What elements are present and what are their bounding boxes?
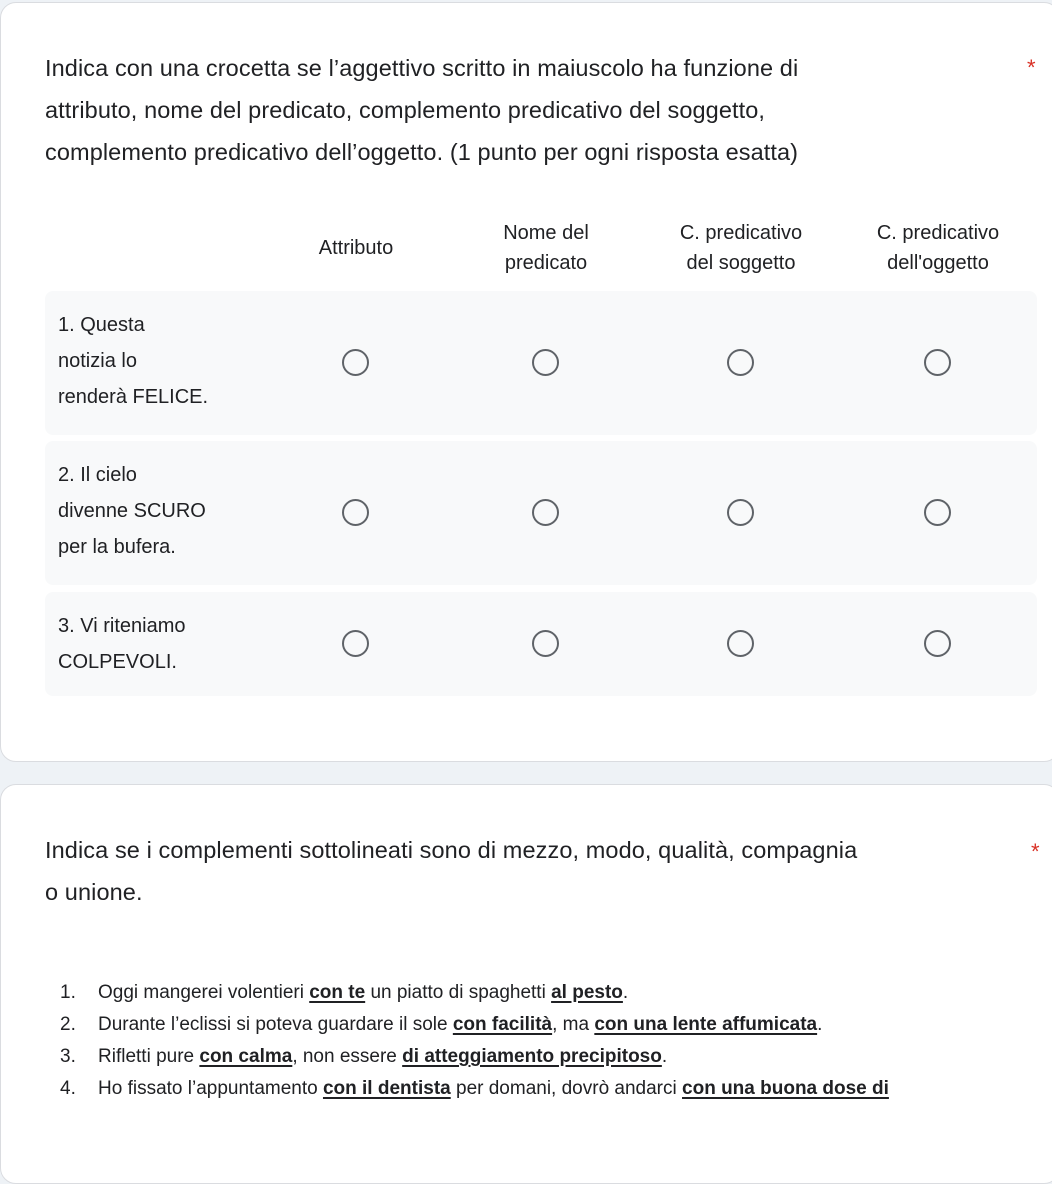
row-label-line: divenne SCURO	[58, 500, 206, 522]
list-number: 2.	[60, 1014, 76, 1035]
list-item	[60, 1074, 889, 1106]
list-number: 1.	[60, 982, 76, 1003]
column-header-line1: Nome del	[503, 222, 589, 244]
underlined-complement: con il dentista	[322, 1078, 451, 1099]
required-asterisk: *	[1031, 839, 1040, 864]
column-header-text	[877, 218, 999, 278]
row-label-line: renderà FELICE.	[58, 386, 209, 408]
sentence-text: .	[661, 1046, 668, 1067]
column-header-line2: dell'oggetto	[887, 252, 989, 274]
sentence-text: .	[622, 982, 629, 1003]
grid-row	[45, 291, 1037, 435]
sentence-text: , non essere	[292, 1046, 403, 1067]
radio-button[interactable]	[342, 499, 369, 526]
radio-button[interactable]	[342, 349, 369, 376]
underlined-complement: con una buona dose di	[682, 1078, 889, 1099]
column-header	[651, 213, 831, 283]
sentence-text: Oggi mangerei volentieri	[98, 982, 310, 1003]
column-header-line1: C. predicativo	[679, 222, 803, 244]
column-header	[266, 213, 446, 283]
list-number: 4.	[60, 1078, 76, 1099]
sentence-text: un piatto di spaghetti	[365, 982, 552, 1003]
radio-button[interactable]	[924, 630, 951, 657]
underlined-complement: di atteggiamento precipitoso	[402, 1046, 662, 1067]
question-title-line: Indica con una crocetta se l’aggettivo scritto in maiuscolo ha funzione di	[45, 55, 799, 81]
radio-button[interactable]	[727, 499, 754, 526]
column-header-text	[503, 218, 589, 278]
column-header-line2: predicato	[504, 252, 588, 274]
column-header-text	[319, 233, 393, 263]
underlined-complement: con una lente affumicata	[594, 1014, 818, 1035]
radio-button[interactable]	[924, 499, 951, 526]
sentence-list	[60, 978, 889, 1106]
question-title-line: o unione.	[45, 879, 143, 905]
list-number: 3.	[60, 1046, 76, 1067]
column-header-line2: del soggetto	[686, 252, 796, 274]
sentence-text: Durante l’eclissi si poteva guardare il sole	[98, 1014, 453, 1035]
question-title-line: Indica se i complementi sottolineati sono di mezzo, modo, qualità, compagnia	[45, 837, 858, 863]
question-title-line: attributo, nome del predicato, complemento predicativo del soggetto,	[45, 97, 766, 123]
radio-button[interactable]	[532, 630, 559, 657]
radio-button[interactable]	[727, 630, 754, 657]
column-header-line1: C. predicativo	[876, 222, 1000, 244]
radio-button[interactable]	[532, 499, 559, 526]
sentence-text: Ho fissato l’appuntamento	[98, 1078, 323, 1099]
list-item	[60, 1010, 889, 1042]
underlined-complement: con te	[309, 982, 366, 1003]
row-label	[58, 307, 278, 415]
row-label-line: 1. Questa	[58, 314, 145, 336]
column-header-text	[680, 218, 802, 278]
row-label-line: notizia lo	[58, 350, 137, 372]
row-label-line: per la bufera.	[58, 536, 176, 558]
list-item	[60, 978, 889, 1010]
underlined-complement: con calma	[199, 1046, 293, 1067]
row-label-line: 3. Vi riteniamo	[58, 615, 186, 637]
underlined-complement: con facilità	[452, 1014, 553, 1035]
column-header	[848, 213, 1028, 283]
column-header	[456, 213, 636, 283]
radio-button[interactable]	[342, 630, 369, 657]
row-label-line: 2. Il cielo	[58, 464, 137, 486]
sentence-text: , ma	[552, 1014, 595, 1035]
grid-row	[45, 592, 1037, 696]
list-item	[60, 1042, 889, 1074]
row-label	[58, 608, 278, 680]
required-asterisk: *	[1027, 55, 1036, 80]
row-label	[58, 457, 278, 565]
sentence-text: per domani, dovrò andarci	[450, 1078, 683, 1099]
sentence-text: .	[817, 1014, 823, 1035]
row-label-line: COLPEVOLI.	[58, 651, 177, 673]
question-title-line: complemento predicativo dell’oggetto. (1 punto per ogni risposta esatta)	[45, 139, 799, 165]
radio-button[interactable]	[727, 349, 754, 376]
grid-row	[45, 441, 1037, 585]
question-card-grid	[0, 2, 1052, 762]
radio-button[interactable]	[532, 349, 559, 376]
column-header-line1: Attributo	[318, 237, 394, 259]
radio-button[interactable]	[924, 349, 951, 376]
sentence-text: Rifletti pure	[98, 1046, 200, 1067]
underlined-complement: al pesto	[551, 982, 623, 1003]
